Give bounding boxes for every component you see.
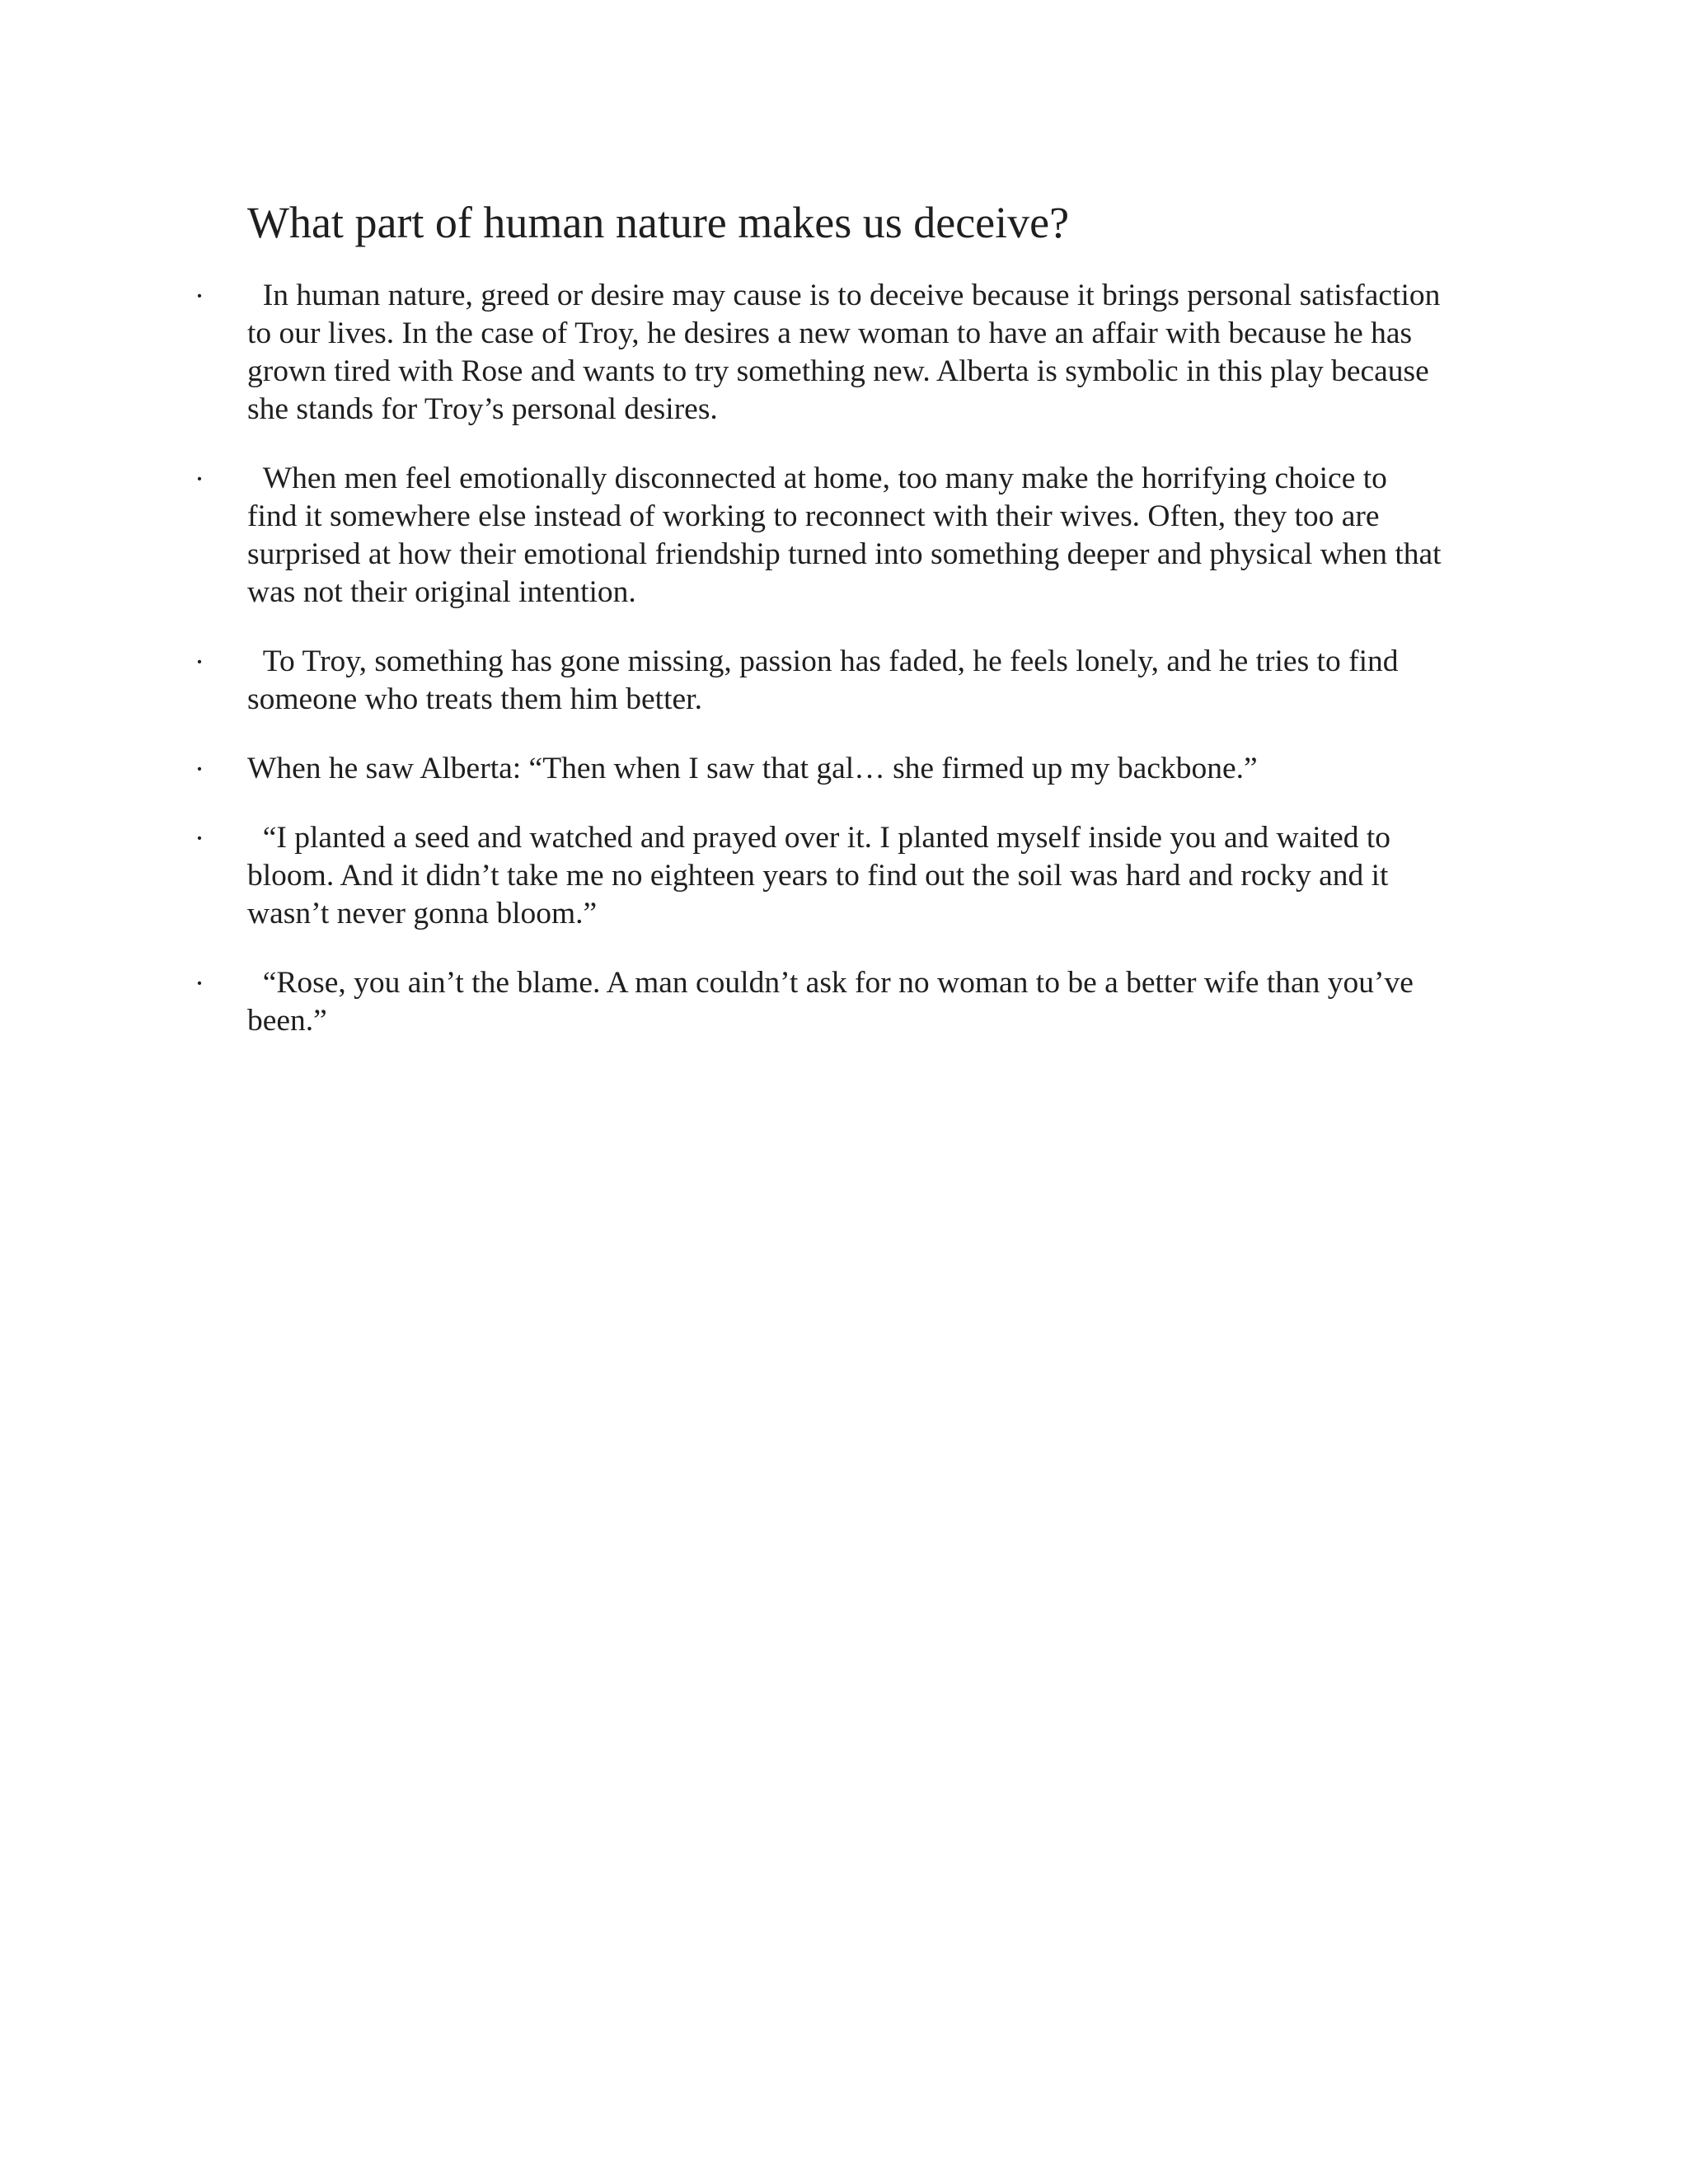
list-item	[0, 750, 1688, 788]
bullet-text: To Troy, something has gone missing, passion has faded, he feels lonely, and he tries to find someone who treats them him better.	[247, 644, 1406, 716]
page-title: What part of human nature makes us deceive?	[247, 198, 1070, 247]
list-item	[0, 964, 1688, 1040]
bullet-marker: ·	[195, 279, 204, 312]
list-item	[0, 643, 1688, 719]
bullet-text: When he saw Alberta: “Then when I saw that gal… she firmed up my backbone.”	[247, 752, 1258, 785]
bullet-marker: ·	[195, 752, 204, 785]
list-item	[0, 819, 1688, 933]
bullet-marker: ·	[195, 645, 204, 678]
bullet-list	[0, 277, 1688, 1071]
bullet-text: “Rose, you ain’t the blame. A man couldn’t ask for no woman to be a better wife than you’ve been.”	[247, 966, 1422, 1038]
list-item	[0, 277, 1688, 429]
bullet-marker: ·	[195, 822, 204, 855]
bullet-text: “I planted a seed and watched and prayed over it. I planted myself inside you and waited to bloom. And it didn’t take me no eighteen years to find out the soil was hard and rocky and it wasn’t never gonna bloom.”	[247, 821, 1399, 930]
bullet-marker: ·	[195, 967, 204, 1000]
bullet-text: When men feel emotionally disconnected at home, too many make the horrifying choice to find it somewhere else instead of working to reconnect with their wives. Often, they too are surprised at how their emotional friendship turned into something deeper and physical when that was not their original intention.	[247, 462, 1449, 609]
bullet-marker: ·	[195, 462, 204, 495]
list-item	[0, 460, 1688, 612]
bullet-text: In human nature, greed or desire may cause is to deceive because it brings personal satisfaction to our lives. In the case of Troy, he desires a new woman to have an affair with because he has grown tired with Rose and wants to try something new. Alberta is symbolic in this play because she stands for Troy’s personal desires.	[247, 279, 1448, 426]
